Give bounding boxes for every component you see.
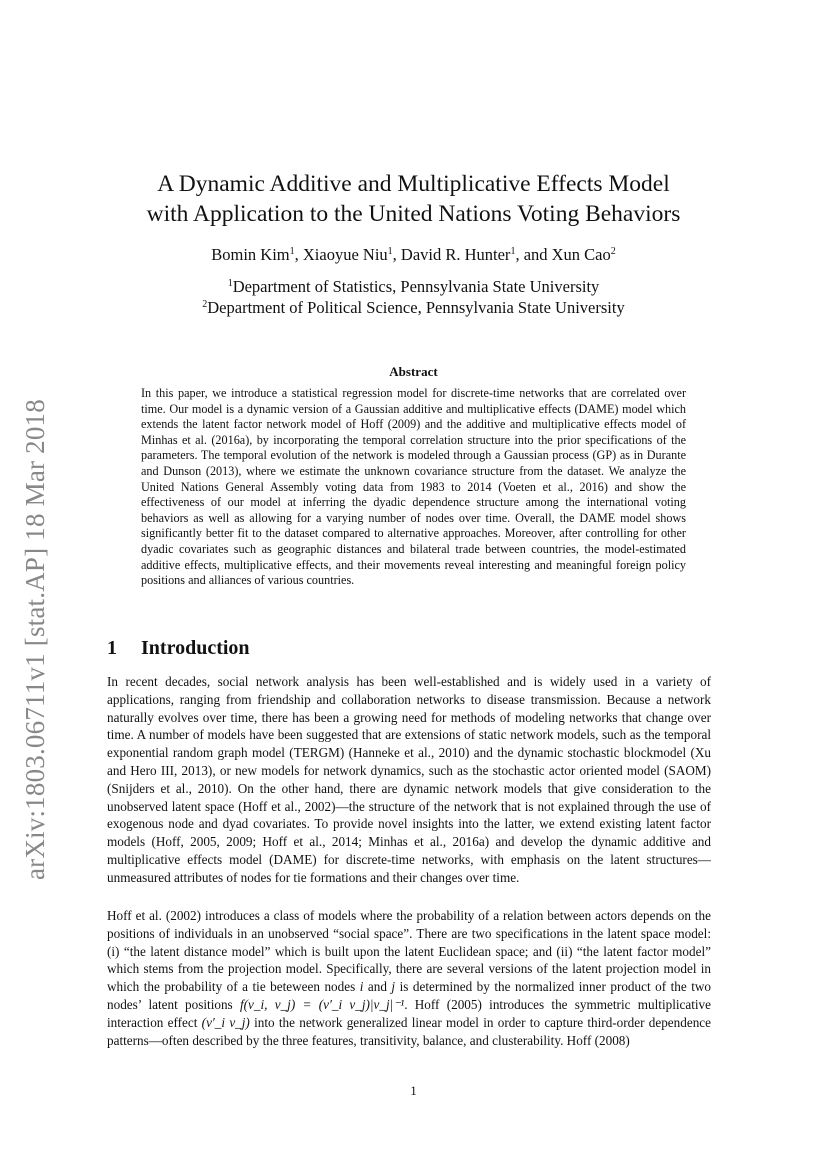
affiliation-1 (0, 277, 827, 297)
author-name: Bomin Kim (211, 245, 290, 264)
abstract-heading: Abstract (389, 364, 438, 379)
math-formula: (v′_i v_j) (201, 1014, 250, 1030)
affiliation-2 (0, 298, 827, 318)
affiliation-mark: 2 (610, 246, 616, 257)
author-name: , and Xun Cao (515, 245, 611, 264)
paragraph-text: and (363, 979, 392, 995)
paragraph-text: Hoff et al. (2002) introduces a class of models where the probability of a relation between actors depends on the positions of individuals in an unobserved “social space”. There are two specifications in the latent space model: (i) “the latent distance model” which is built upon the latent Euclidean space; and (ii) “the latent factor model” which stems from the projection model. Specifically, there are several versions of the latent projection model in which the probability of a tie beteween nodes (107, 908, 711, 995)
author-name: , David R. Hunter (392, 245, 511, 264)
affiliation-mark: 1 (387, 246, 393, 257)
section-title: Introduction (141, 637, 250, 659)
affiliation-mark: 2 (202, 299, 208, 310)
paper-title-line-2: with Application to the United Nations Voting Behaviors (146, 201, 681, 227)
paragraph-text: . Hoff (2005) introduces the symmetric multiplicative interaction effect (107, 996, 712, 1030)
paper-title-line-1: A Dynamic Additive and Multiplicative Effects Model (157, 171, 670, 197)
paragraph-text: is determined by the normalized inner product of the two nodes’ latent positions (107, 979, 711, 1012)
paragraph-text: into the network generalized linear model in order to capture third-order dependence patterns—often described by the three features, transitivity, balance, and clusterability. Hoff (2008) (107, 1014, 711, 1048)
math-variable: i (359, 979, 364, 995)
page-number: 1 (410, 1083, 417, 1098)
author-name: , Xiaoyue Niu (294, 245, 388, 264)
math-variable: j (391, 979, 396, 995)
affiliation-mark: 1 (289, 246, 295, 257)
affiliation-text: Department of Statistics, Pennsylvania State University (232, 277, 600, 296)
section-number: 1 (107, 637, 117, 659)
arxiv-identifier[interactable]: arXiv:1803.06711v1 [stat.AP] 18 Mar 2018 (20, 399, 50, 880)
intro-paragraph-1: In recent decades, social network analysis has been well-established and is widely used in a variety of applications, ranging from friendship and collaboration networks to disease transmission. Because a network naturally evolves over time, there has been a growing need for methods of modeling networks that change over time. A number of models have been suggested that are extensions of static network models, such as the temporal exponential random graph model (TERGM) (Hanneke et al., 2010) and the dynamic stochastic blockmodel (Xu and Hero III, 2013), or new models for network dynamics, such as the stochastic actor oriented model (SAOM) (Snijders et al., 2010). On the other hand, there are dynamic network models that give consideration to the unobserved latent space (Hoff et al., 2002)—the structure of the network that is not explained through the use of exogenous node and dyad covariates. To provide novel insights into the latter, we extend existing latent factor models (Hoff, 2005, 2009; Hoff et al., 2014; Minhas et al., 2016a) and develop the dynamic additive and multiplicative effects model (DAME) for discrete-time networks, with emphasis on the latent structures—unmeasured attributes of nodes for tie formations and their changes over time. (107, 674, 711, 885)
section-heading (107, 637, 250, 660)
affiliation-mark: 1 (510, 246, 516, 257)
author-list (0, 245, 827, 265)
abstract-text: In this paper, we introduce a statistical regression model for discrete-time networks that are correlated over time. Our model is a dynamic version of a Gaussian additive and multiplicative effects (DAME) model which extends the latent factor network model of Hoff (2009) and the additive and multiplicative effects model of Minhas et al. (2016a), by incorporating the temporal correlation structure into the prior specifications of the parameters. The temporal evolution of the network is modeled through a Gaussian process (GP) as in Durante and Dunson (2013), where we estimate the unknown covariance structure from the dataset. We analyze the United Nations General Assembly voting data from 1983 to 2014 (Voeten et al., 2016) and show the effectiveness of our model at inferring the dyadic dependence structure among the international voting behaviors as well as allowing for a varying number of nodes over time. Overall, the DAME model shows significantly better fit to the dataset compared to alternative approaches. Moreover, after controlling for other dyadic covariates such as geographic distances and bilateral trade between countries, the model-estimated additive effects, multiplicative effects, and their movements reveal interesting and meaningful foreign policy positions and alliances of various countries. (141, 386, 686, 588)
math-formula: f(v_i, v_j) = (v′_i v_j)|v_j|⁻¹ (239, 996, 405, 1012)
affiliation-mark: 1 (227, 278, 233, 289)
affiliation-text: Department of Political Science, Pennsylvania State University (207, 298, 625, 317)
intro-paragraph-2 (107, 907, 711, 1049)
